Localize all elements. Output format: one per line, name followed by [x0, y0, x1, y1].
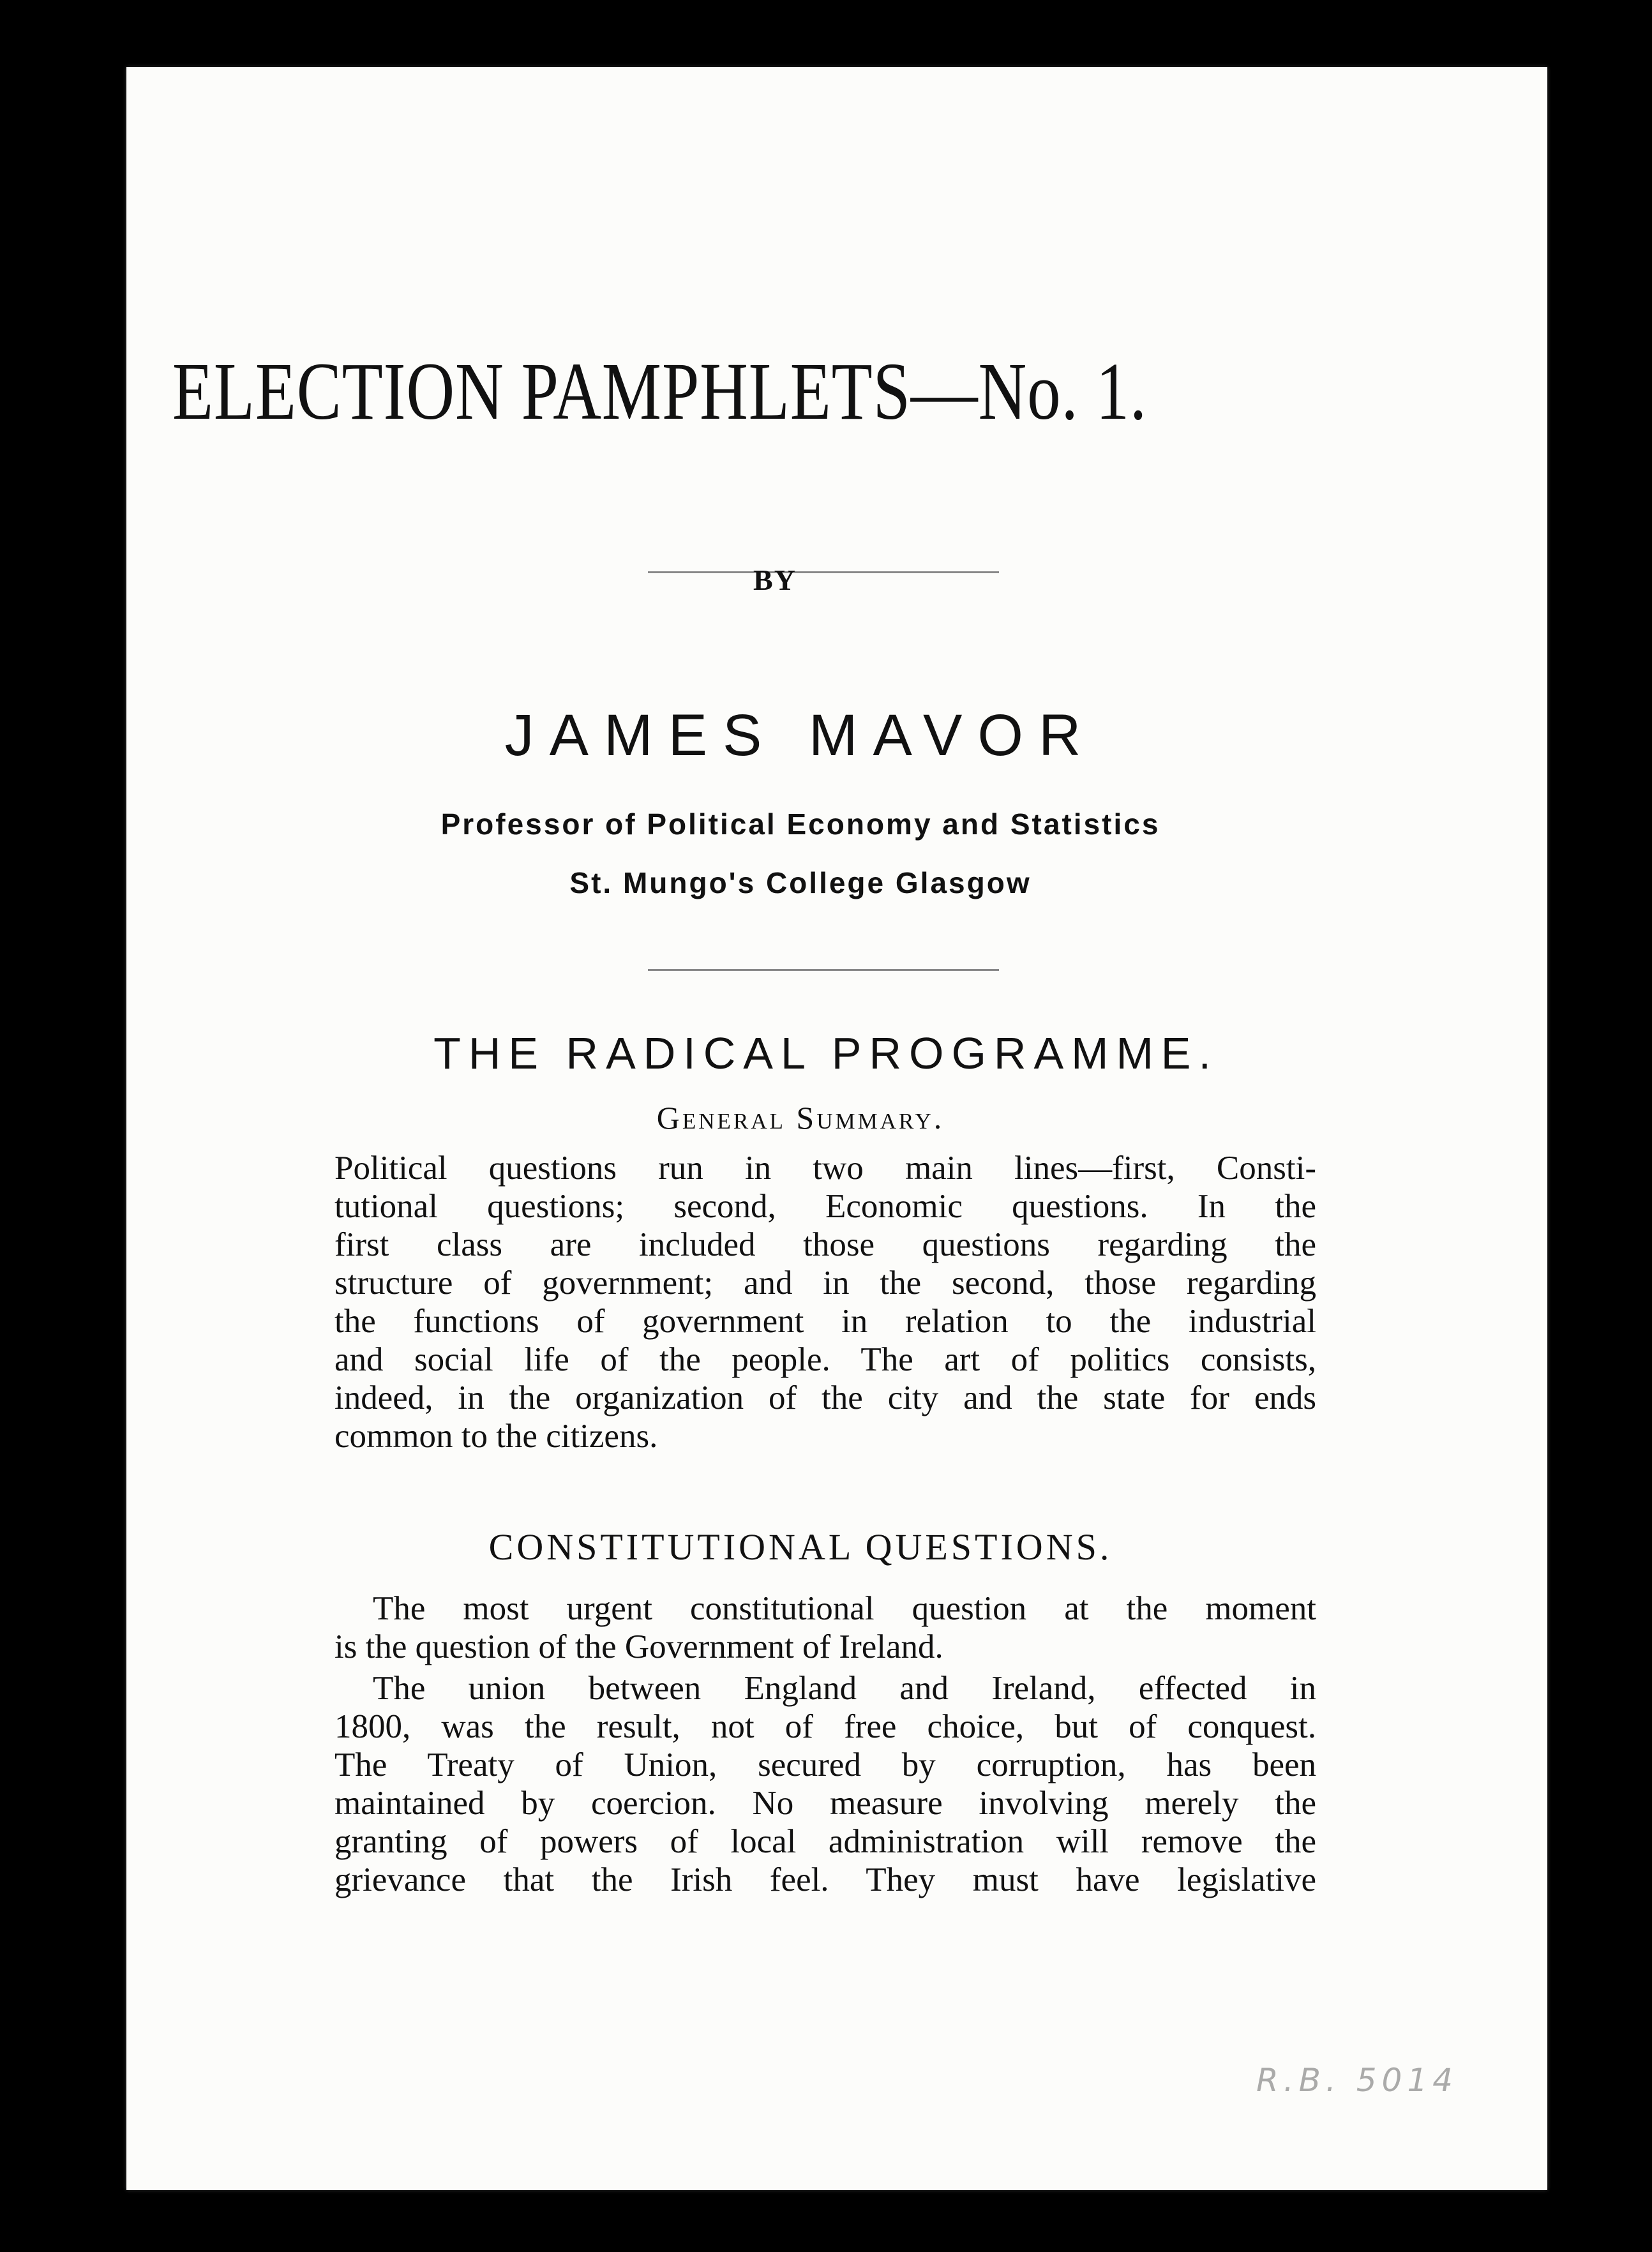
summary-line: Political questions run in two main lines—first, Consti-: [334, 1150, 1316, 1187]
summary-line: indeed, in the organization of the city and the state for ends: [334, 1379, 1316, 1416]
pamphlet-title: ELECTION PAMPHLETS—No. 1.: [172, 346, 1147, 437]
summary-line: the functions of government in relation to the industrial: [334, 1303, 1316, 1340]
summary-line: common to the citizens.: [334, 1418, 658, 1455]
author-name: JAMES MAVOR: [504, 703, 1097, 768]
affiliation-title: Professor of Political Economy and Statistics: [440, 807, 1160, 841]
summary-line: first class are included those questions regarding the: [334, 1226, 1316, 1263]
constitutional-paragraph-2: [334, 1669, 1316, 1899]
subsection-title: CONSTITUTIONAL QUESTIONS.: [488, 1526, 1113, 1568]
body-line: 1800, was the result, not of free choice, but of conquest.: [334, 1708, 1316, 1745]
body-line: granting of powers of local administration will remove the: [334, 1823, 1316, 1860]
body-line: The union between England and Ireland, effected in: [373, 1670, 1316, 1707]
section-title: THE RADICAL PROGRAMME.: [433, 1028, 1219, 1078]
constitutional-paragraph-1: [334, 1589, 1316, 1666]
summary-line: structure of government; and in the second, those regarding: [334, 1265, 1316, 1302]
affiliation-college: St. Mungo's College Glasgow: [569, 866, 1032, 899]
divider-middle: [648, 969, 999, 971]
body-line: The most urgent constitutional question at the moment: [373, 1590, 1316, 1627]
body-line: grievance that the Irish feel. They must have legislative: [334, 1861, 1316, 1898]
body-line: maintained by coercion. No measure involving merely the: [334, 1785, 1316, 1822]
summary-paragraph: [334, 1149, 1316, 1455]
summary-heading: General Summary.: [656, 1100, 945, 1136]
summary-line: tutional questions; second, Economic questions. In the: [334, 1188, 1316, 1225]
body-line: is the question of the Government of Ireland.: [334, 1628, 943, 1665]
summary-line: and social life of the people. The art of politics consists,: [334, 1341, 1316, 1378]
body-line: The Treaty of Union, secured by corruption, has been: [334, 1746, 1316, 1783]
by-label: BY: [753, 564, 797, 596]
handwritten-annotation: R.B. 5014: [1256, 2062, 1458, 2099]
